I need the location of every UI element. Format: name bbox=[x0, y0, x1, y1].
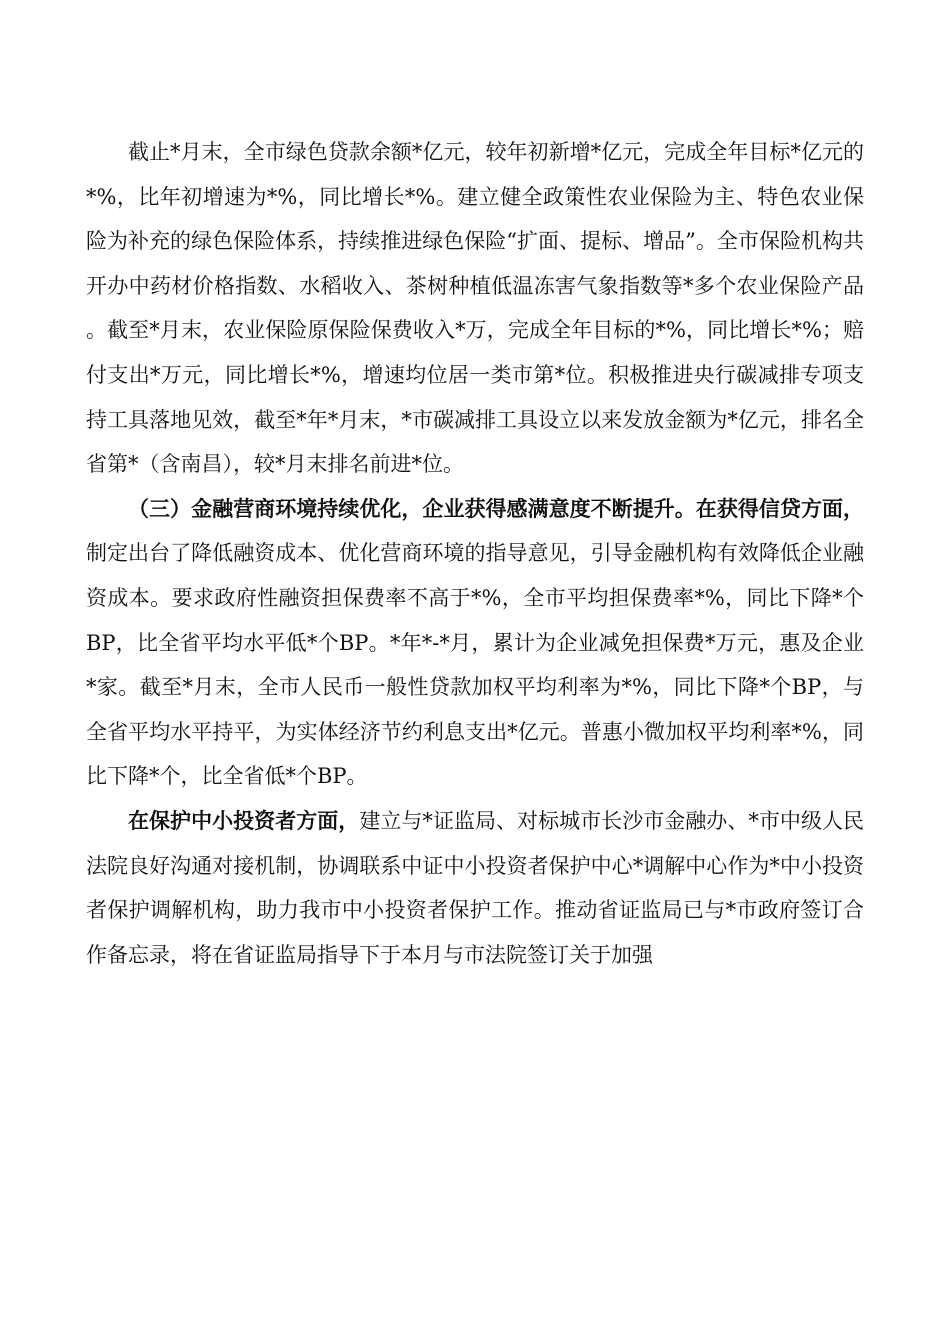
paragraph-business-environment bbox=[86, 487, 864, 799]
paragraph-text: 建立与*证监局、对标城市长沙市金融办、*市中级人民法院良好沟通对接机制，协调联系中证中小投资者保护中心*调解中心作为*中小投资者保护调解机构，助力我市中小投资者保护工作。推动省证监局已与*市政府签订合作备忘录，将在省证监局指导下于本月与市法院签订关于加强 bbox=[86, 808, 865, 967]
paragraph-text: 截止*月末，全市绿色贷款余额*亿元，较年初新增*亿元，完成全年目标*亿元的*%，比年初增速为*%，同比增长*%。建立健全政策性农业保险为主、特色农业保险为补充的绿色保险体系，持续推进绿色保险“扩面、提标、增品”。全市保险机构共开办中药材价格指数、水稻收入、茶树种植低温冻害气象指数等*多个农业保险产品。截至*月末，农业保险原保险保费收入*万，完成全年目标的*%，同比增长*%；赔付支出*万元，同比增长*%，增速均位居一类市第*位。积极推进央行碳减排专项支持工具落地见效，截至*年*月末，*市碳减排工具设立以来发放金额为*亿元，排名全省第*（含南昌），较*月末排名前进*位。 bbox=[86, 140, 864, 477]
paragraph-green-finance bbox=[86, 130, 864, 487]
paragraph-text: 制定出台了降低融资成本、优化营商环境的指导意见，引导金融机构有效降低企业融资成本。要求政府性融资担保费率不高于*%，全市平均担保费率*%，同比下降*个BP，比全省平均水平低*个BP。*年*-*月，累计为企业减免担保费*万元，惠及企业*家。截至*月末，全市人民币一般性贷款加权平均利率为*%，同比下降*个BP，与全省平均水平持平，为实体经济节约利息支出*亿元。普惠小微加权平均利率*%，同比下降*个，比全省低*个BP。 bbox=[86, 541, 864, 789]
paragraph-bold-lead: 在保护中小投资者方面， bbox=[128, 807, 360, 833]
paragraph-bold-lead: （三）金融营商环境持续优化，企业获得感满意度不断提升。在获得信贷方面， bbox=[128, 495, 864, 521]
document-body bbox=[86, 130, 864, 977]
paragraph-investor-protection bbox=[86, 799, 864, 977]
